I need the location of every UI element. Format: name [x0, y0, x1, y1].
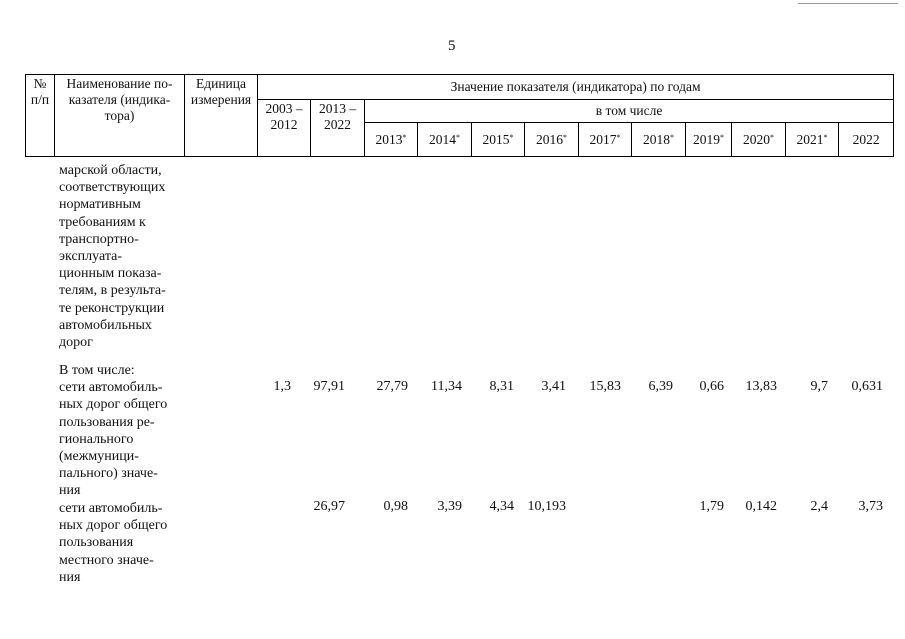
value-cell: 97,91 — [313, 379, 345, 394]
value-cell: 1,79 — [699, 499, 724, 514]
header-period-2013-2022: 2013 – 2022 — [311, 100, 365, 157]
page-number: 5 — [448, 38, 456, 54]
header-values-by-year: Значение показателя (индикатора) по годам — [258, 75, 894, 100]
header-year: 2017* — [579, 123, 632, 157]
value-cell: 0,631 — [851, 379, 883, 394]
header-including: в том числе — [365, 100, 894, 123]
value-cell: 8,31 — [489, 379, 514, 394]
header-year: 2018* — [632, 123, 686, 157]
value-cell: 3,73 — [858, 499, 883, 514]
value-cell: 13,83 — [745, 379, 777, 394]
header-year: 2022 — [839, 123, 894, 157]
value-cell: 1,3 — [273, 379, 291, 394]
header-unit: Единица измерения — [185, 75, 258, 157]
header-period-2003-2012: 2003 – 2012 — [258, 100, 311, 157]
header-year: 2019* — [686, 123, 732, 157]
header-year: 2015* — [472, 123, 525, 157]
header-year: 2014* — [418, 123, 472, 157]
top-rule — [798, 3, 898, 4]
indicator-continuation-text: марской области, соответствующих нормативным требованиям к транспортно- эксплуата- ционным показа- телям, в результа- те реконструкции автомобильных дорог — [59, 163, 166, 351]
header-indicator-name: Наименование по-казателя (индика-тора) — [55, 75, 185, 157]
value-cell: 6,39 — [648, 379, 673, 394]
table-header — [25, 74, 894, 157]
value-cell: 0,142 — [745, 499, 777, 514]
header-year: 2016* — [525, 123, 579, 157]
value-cell: 3,39 — [437, 499, 462, 514]
local-roads-text: сети автомобиль- ных дорог общего пользования местного значе- ния — [59, 501, 168, 585]
value-cell: 11,34 — [431, 379, 462, 394]
regional-roads-text: В том числе: сети автомобиль- ных дорог общего пользования ре- гионального (межмуници- пального) значе- ния — [59, 363, 168, 499]
header-year: 2013* — [365, 123, 418, 157]
value-cell: 0,98 — [383, 499, 408, 514]
header-year: 2021* — [786, 123, 839, 157]
header-num: № п/п — [26, 75, 55, 157]
value-cell: 15,83 — [589, 379, 621, 394]
value-cell: 2,4 — [810, 499, 828, 514]
value-cell: 10,193 — [527, 499, 566, 514]
value-cell: 9,7 — [810, 379, 828, 394]
value-cell: 4,34 — [489, 499, 514, 514]
header-year: 2020* — [732, 123, 786, 157]
value-cell: 26,97 — [313, 499, 345, 514]
value-cell: 0,66 — [699, 379, 724, 394]
value-cell: 27,79 — [376, 379, 408, 394]
value-cell: 3,41 — [541, 379, 566, 394]
